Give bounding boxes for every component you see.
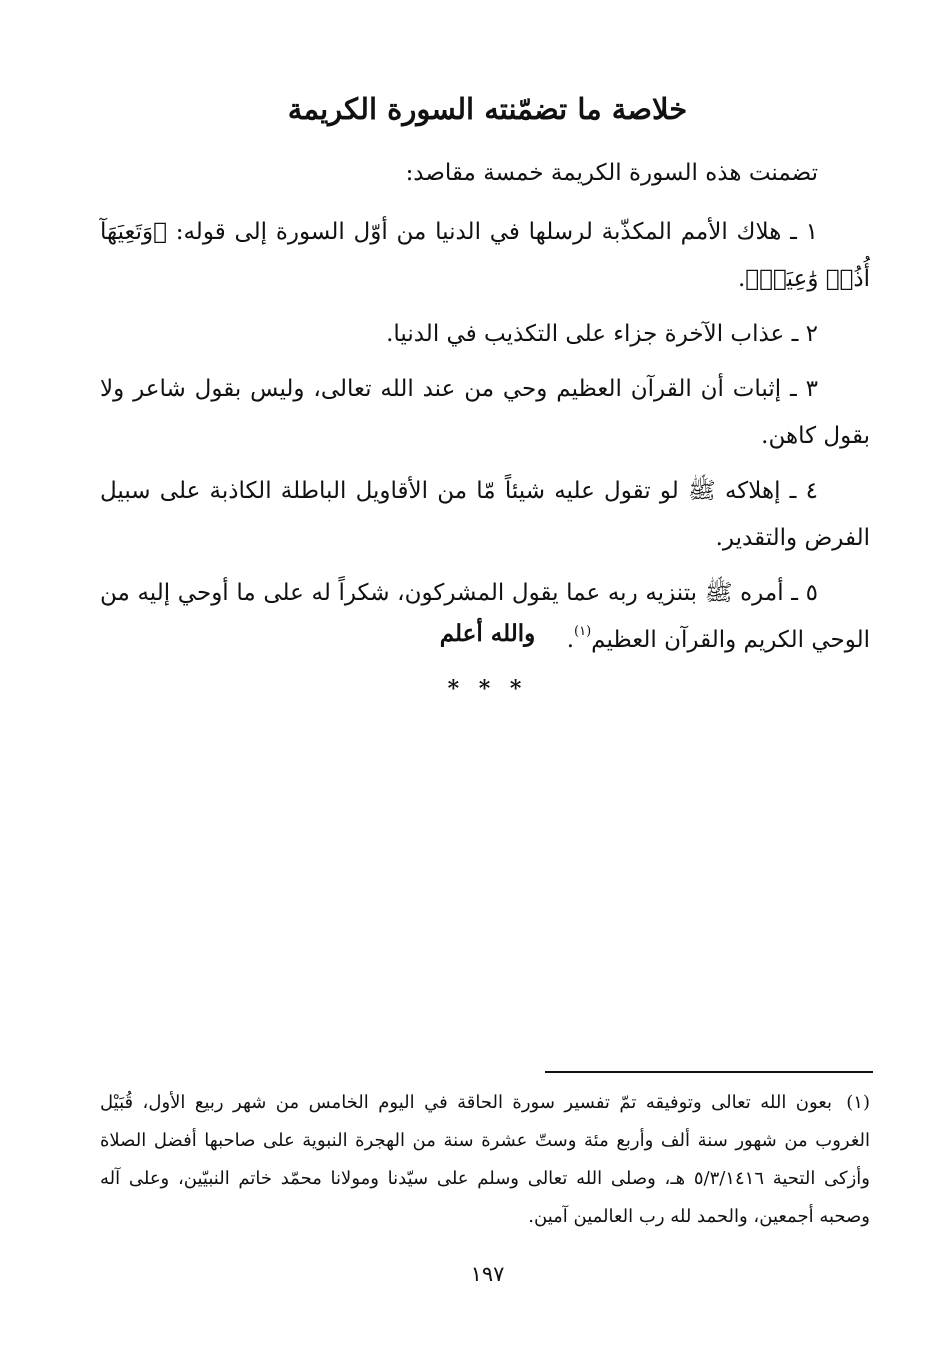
list-item-4 [100,468,870,562]
closing-phrase: والله أعلم [439,620,536,647]
item-text: ـ إثبات أن القرآن العظيم وحي من عند الله تعالى، وليس بقول شاعر ولا بقول كاهن. [100,376,870,449]
section-separator: * * * [447,676,528,702]
item-number: ٥ [805,580,818,606]
item-text: ـ عذاب الآخرة جزاء على التكذيب في الدنيا. [386,321,799,347]
list-item-5 [100,570,870,664]
list-item-2 [100,311,870,358]
list-item-3 [100,366,870,460]
item-number: ١ [805,219,818,245]
intro-paragraph: تضمنت هذه السورة الكريمة خمسة مقاصد: [405,160,818,186]
footnote-reference[interactable]: (١) [574,624,592,639]
item-end-punctuation: . [566,627,575,653]
item-number: ٢ [805,321,818,347]
item-text: ـ أمره ﷺ بتنزيه ربه عما يقول المشركون، شكراً له على ما أوحي إليه من الوحي الكريم والقرآن العظيم [100,580,870,653]
footnote [100,1084,870,1236]
footnote-marker: (١) [846,1092,870,1113]
item-text: ـ هلاك الأمم المكذّبة لرسلها في الدنيا من أوّل السورة إلى قوله: ﴿وَتَعِيَهَآ أُذُنٞ وَٰعِيَةٞ﴾. [100,219,870,292]
item-number: ٣ [805,376,818,402]
footnote-divider [545,1071,873,1073]
list-item-1 [100,209,870,303]
page-title: خلاصة ما تضمّنته السورة الكريمة [287,92,688,126]
item-number: ٤ [805,478,819,504]
item-text: ـ إهلاكه ﷺ لو تقول عليه شيئاً مّا من الأقاويل الباطلة الكاذبة على سبيل الفرض والتقدير. [100,478,870,551]
main-text [100,150,870,672]
page-number: ١٩٧ [470,1262,505,1286]
footnote-text: بعون الله تعالى وتوفيقه تمّ تفسير سورة الحاقة في اليوم الخامس من شهر ربيع الأول، قُبَيْل الغروب من شهور سنة ألف وأربع مئة وستّ عشرة سنة من الهجرة النبوية على صاحبها أفضل الصلاة وأزكى التحية ٥/٣/١٤١٦ هـ، وصلى الله تعالى وسلم على سيّدنا ومولانا محمّد خاتم النبيّين، وعلى آله وصحبه أجمعين، والحمد لله رب العالمين آمين. [100,1092,870,1227]
